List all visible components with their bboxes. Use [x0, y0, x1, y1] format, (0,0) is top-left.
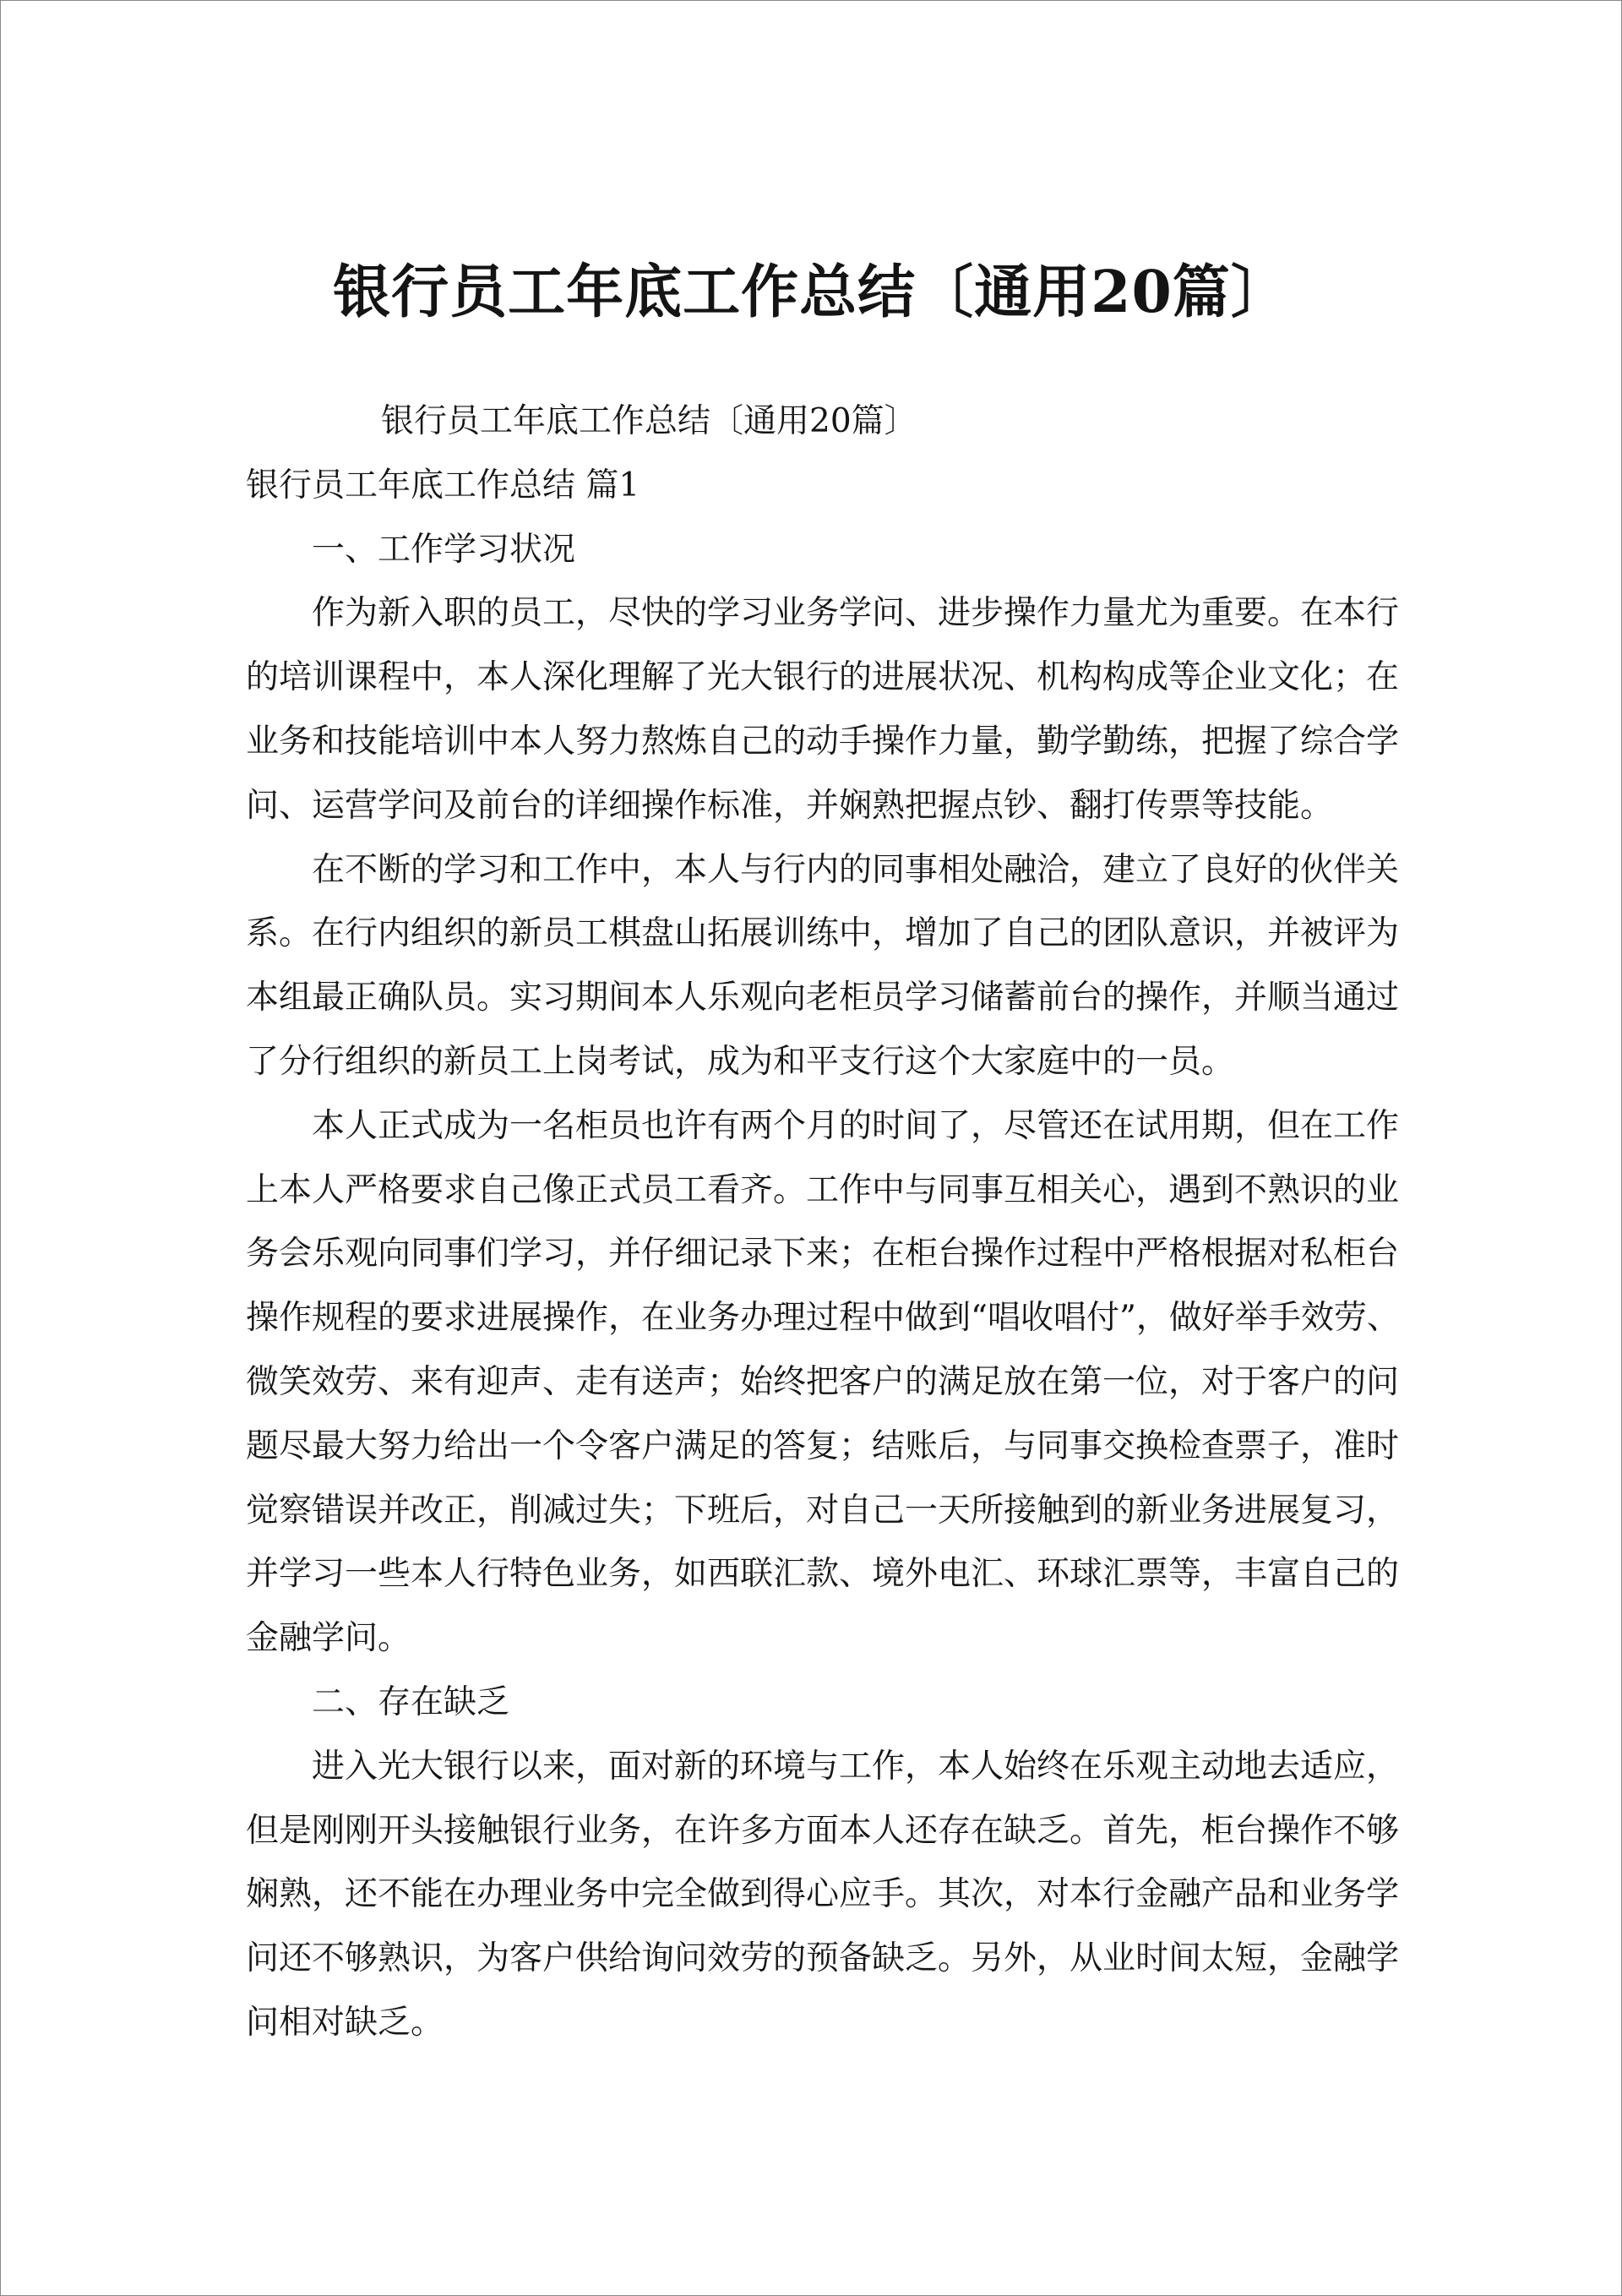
document-body [246, 390, 1400, 2055]
paragraph-line: 娴熟，还不能在办理业务中完全做到得心应手。其次，对本行金融产品和业务学 [246, 1875, 1400, 1914]
paragraph-line: 作为新入职的员工，尽快的学习业务学问、进步操作力量尤为重要。在本行 [312, 594, 1400, 633]
paragraph-line: 上本人严格要求自己像正式员工看齐。工作中与同事互相关心，遇到不熟识的业 [246, 1170, 1400, 1209]
paragraph-line: 但是刚刚开头接触银行业务，在许多方面本人还存在缺乏。首先，柜台操作不够 [246, 1811, 1400, 1850]
section-heading-1: 银行员工年底工作总结 篇1 [246, 466, 640, 504]
paragraph-line: 在不断的学习和工作中，本人与行内的同事相处融洽，建立了良好的伙伴关 [312, 850, 1400, 889]
paragraph-line: 了分行组织的新员工上岗考试，成为和平支行这个大家庭中的一员。 [246, 1042, 1235, 1081]
paragraph-line: 问相对缺乏。 [246, 2003, 444, 2042]
paragraph-line: 微笑效劳、来有迎声、走有送声；始终把客户的满足放在第一位，对于客户的问 [246, 1362, 1400, 1401]
paragraph-line: 问、运营学问及前台的详细操作标准，并娴熟把握点钞、翻打传票等技能。 [246, 786, 1334, 825]
paragraph-line: 觉察错误并改正，削减过失；下班后，对自己一天所接触到的新业务进展复习， [246, 1491, 1400, 1530]
document-title: 银行员工年底工作总结〔通用20篇〕 [333, 259, 1289, 326]
paragraph-line: 系。在行内组织的新员工棋盘山拓展训练中，增加了自己的团队意识，并被评为 [246, 914, 1400, 953]
paragraph-line: 并学习一些本人行特色业务，如西联汇款、境外电汇、环球汇票等，丰富自己的 [246, 1555, 1400, 1594]
paragraph-line: 本组最正确队员。实习期间本人乐观向老柜员学习储蓄前台的操作，并顺当通过 [246, 979, 1400, 1017]
paragraph-line: 务会乐观向同事们学习，并仔细记录下来；在柜台操作过程中严格根据对私柜台 [246, 1235, 1400, 1273]
paragraph-line: 题尽最大努力给出一个令客户满足的答复；结账后，与同事交换检查票子，准时 [246, 1426, 1400, 1465]
paragraph-line: 本人正式成为一名柜员也许有两个月的时间了，尽管还在试用期，但在工作 [312, 1106, 1400, 1145]
subheading-work-study: 一、工作学习状况 [312, 530, 576, 569]
paragraph-line: 进入光大银行以来，面对新的环境与工作，本人始终在乐观主动地去适应， [312, 1747, 1400, 1786]
paragraph-line: 的培训课程中，本人深化理解了光大银行的进展状况、机构构成等企业文化；在 [246, 658, 1400, 697]
subtitle-line: 银行员工年底工作总结〔通用20篇〕 [381, 402, 917, 440]
paragraph-line: 金融学问。 [246, 1619, 411, 1658]
paragraph-line: 业务和技能培训中本人努力熬炼自己的动手操作力量，勤学勤练，把握了综合学 [246, 722, 1400, 761]
paragraph-line: 问还不够熟识，为客户供给询问效劳的预备缺乏。另外，从业时间太短，金融学 [246, 1939, 1400, 1978]
paragraph-line: 操作规程的要求进展操作，在业务办理过程中做到“唱收唱付”，做好举手效劳、 [246, 1299, 1400, 1338]
subheading-shortcomings: 二、存在缺乏 [312, 1682, 510, 1721]
